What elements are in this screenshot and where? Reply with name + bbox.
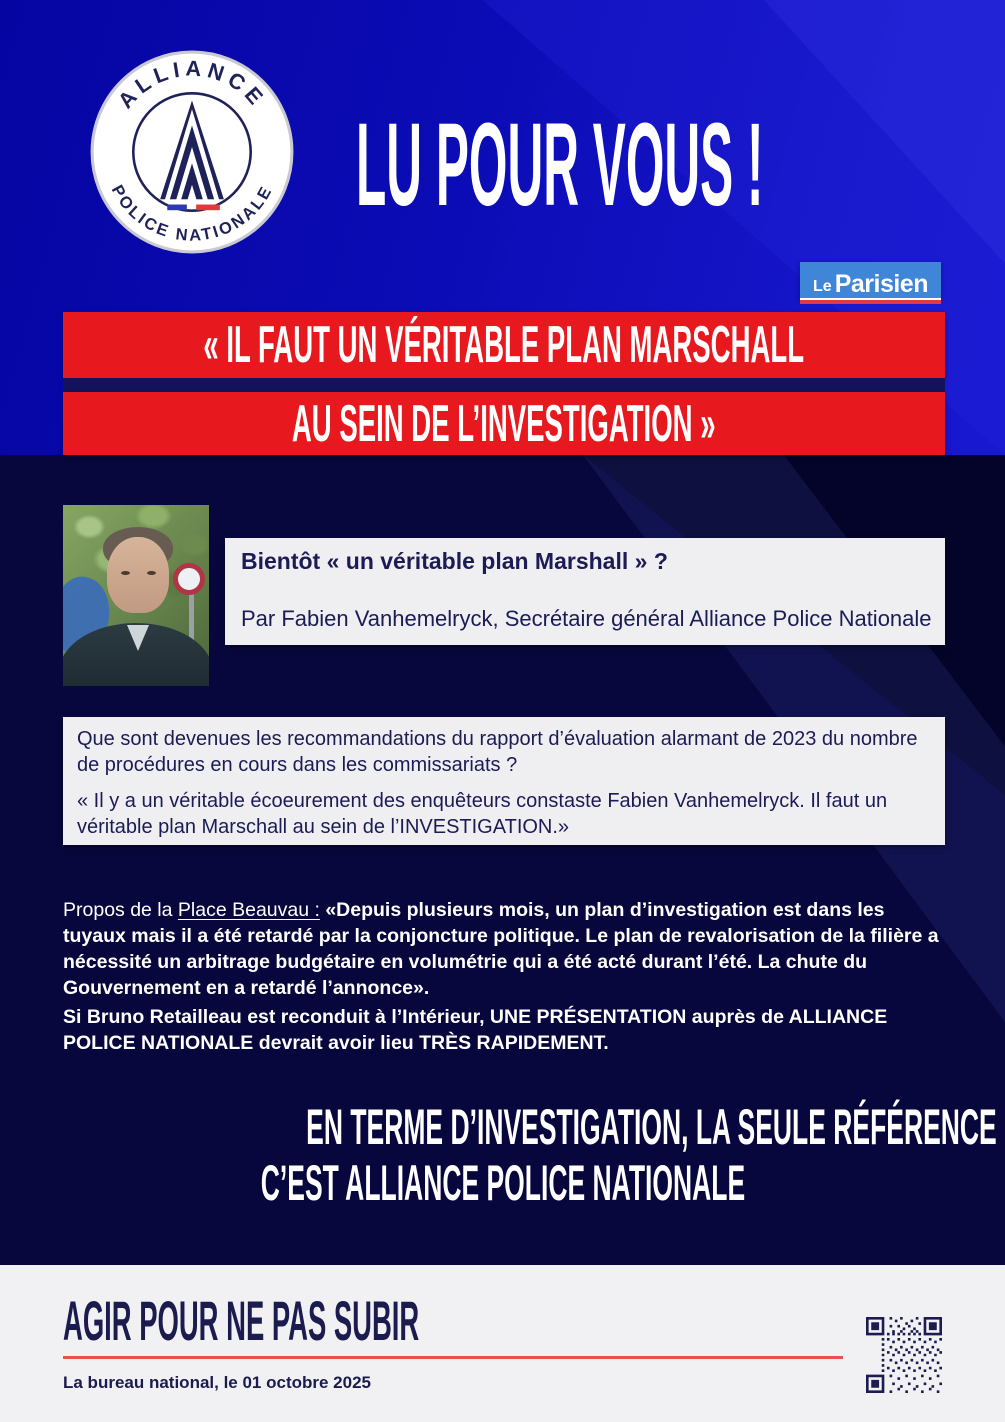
alliance-badge-icon bbox=[89, 49, 295, 255]
footer-motto: AGIR POUR NE PAS SUBIR bbox=[63, 1289, 420, 1352]
article-quote-card bbox=[63, 717, 945, 845]
article-quote: « Il y a un véritable écoeurement des enquêteurs constaste Fabien Vanhemelryck. Il faut un véritable plan Marschall au sein de l’INVESTIGATION.» bbox=[77, 790, 888, 839]
quote-banner-text2: AU SEIN DE L’INVESTIGATION » bbox=[292, 394, 716, 453]
qr-code-icon bbox=[866, 1317, 942, 1393]
photo-eye-left bbox=[121, 571, 130, 575]
article-headline: Bientôt « un véritable plan Marshall » ? bbox=[241, 548, 668, 574]
photo-road-sign bbox=[173, 563, 205, 595]
commentary-paragraph bbox=[63, 897, 951, 1002]
badge-outer-circle bbox=[92, 52, 292, 252]
footer bbox=[0, 1265, 1005, 1422]
closing-slogan bbox=[0, 1096, 1005, 1214]
photo-eye-right bbox=[147, 571, 156, 575]
portrait-photo bbox=[63, 505, 209, 686]
slogan-line1: EN TERME D’INVESTIGATION, LA SEULE RÉFÉRENCE bbox=[306, 1099, 997, 1155]
quote-banner-text1: « IL FAUT UN VÉRITABLE PLAN MARSCHALL bbox=[203, 316, 805, 374]
le-parisien-red-rule bbox=[800, 300, 941, 304]
article-byline: Par Fabien Vanhemelryck, Secrétaire général Alliance Police Nationale bbox=[241, 606, 932, 631]
le-parisien-parisien: Parisien bbox=[834, 269, 928, 298]
badge-top-text: ALLIANCE bbox=[112, 55, 272, 114]
footer-red-rule bbox=[63, 1356, 843, 1359]
le-parisien-le: Le bbox=[813, 278, 832, 295]
alliance-badge-svg bbox=[89, 49, 295, 255]
badge-bottom-text: POLICE NATIONALE bbox=[107, 182, 277, 245]
page-title: LU POUR VOUS ! bbox=[356, 99, 764, 231]
article-headline-card bbox=[225, 538, 945, 645]
qr-code-svg bbox=[866, 1317, 942, 1393]
quote-banner-line2 bbox=[63, 392, 945, 455]
flag-blue-dash bbox=[167, 205, 187, 211]
footer-dateline: La bureau national, le 01 octobre 2025 bbox=[63, 1373, 371, 1392]
le-parisien-logo bbox=[800, 262, 941, 298]
photo-face bbox=[107, 537, 169, 613]
le-parisien-badge bbox=[800, 262, 941, 304]
followup-paragraph: Si Bruno Retailleau est reconduit à l’Intérieur, UNE PRÉSENTATION auprès de ALLIANCE POLICE NATIONALE devrait avoir lieu TRÈS RAPIDEMENT. bbox=[63, 1006, 888, 1055]
quote-banner-line1 bbox=[63, 312, 945, 378]
commentary-intro: Propos de la bbox=[63, 899, 178, 921]
article-question: Que sont devenues les recommandations du rapport d’évaluation alarmant de 2023 du nombre de procédures en cours dans les commissariats ? bbox=[77, 728, 918, 777]
flag-red-dash bbox=[196, 205, 220, 211]
place-beauvau-link: Place Beauvau : bbox=[177, 899, 320, 921]
slogan-line2: C’EST ALLIANCE POLICE NATIONALE bbox=[260, 1155, 745, 1211]
commentary-quote: «Depuis plusieurs mois, un plan d’investigation est dans les tuyaux mais il a été retardé par la conjoncture politique. Le plan de revalorisation de la filière a nécessité un arbitrage budgétaire en volumétrie qui a été acté durant l’été. La chute du Gouvernement en a retardé l’annonce». bbox=[63, 899, 939, 1000]
banner-gap bbox=[63, 378, 945, 392]
